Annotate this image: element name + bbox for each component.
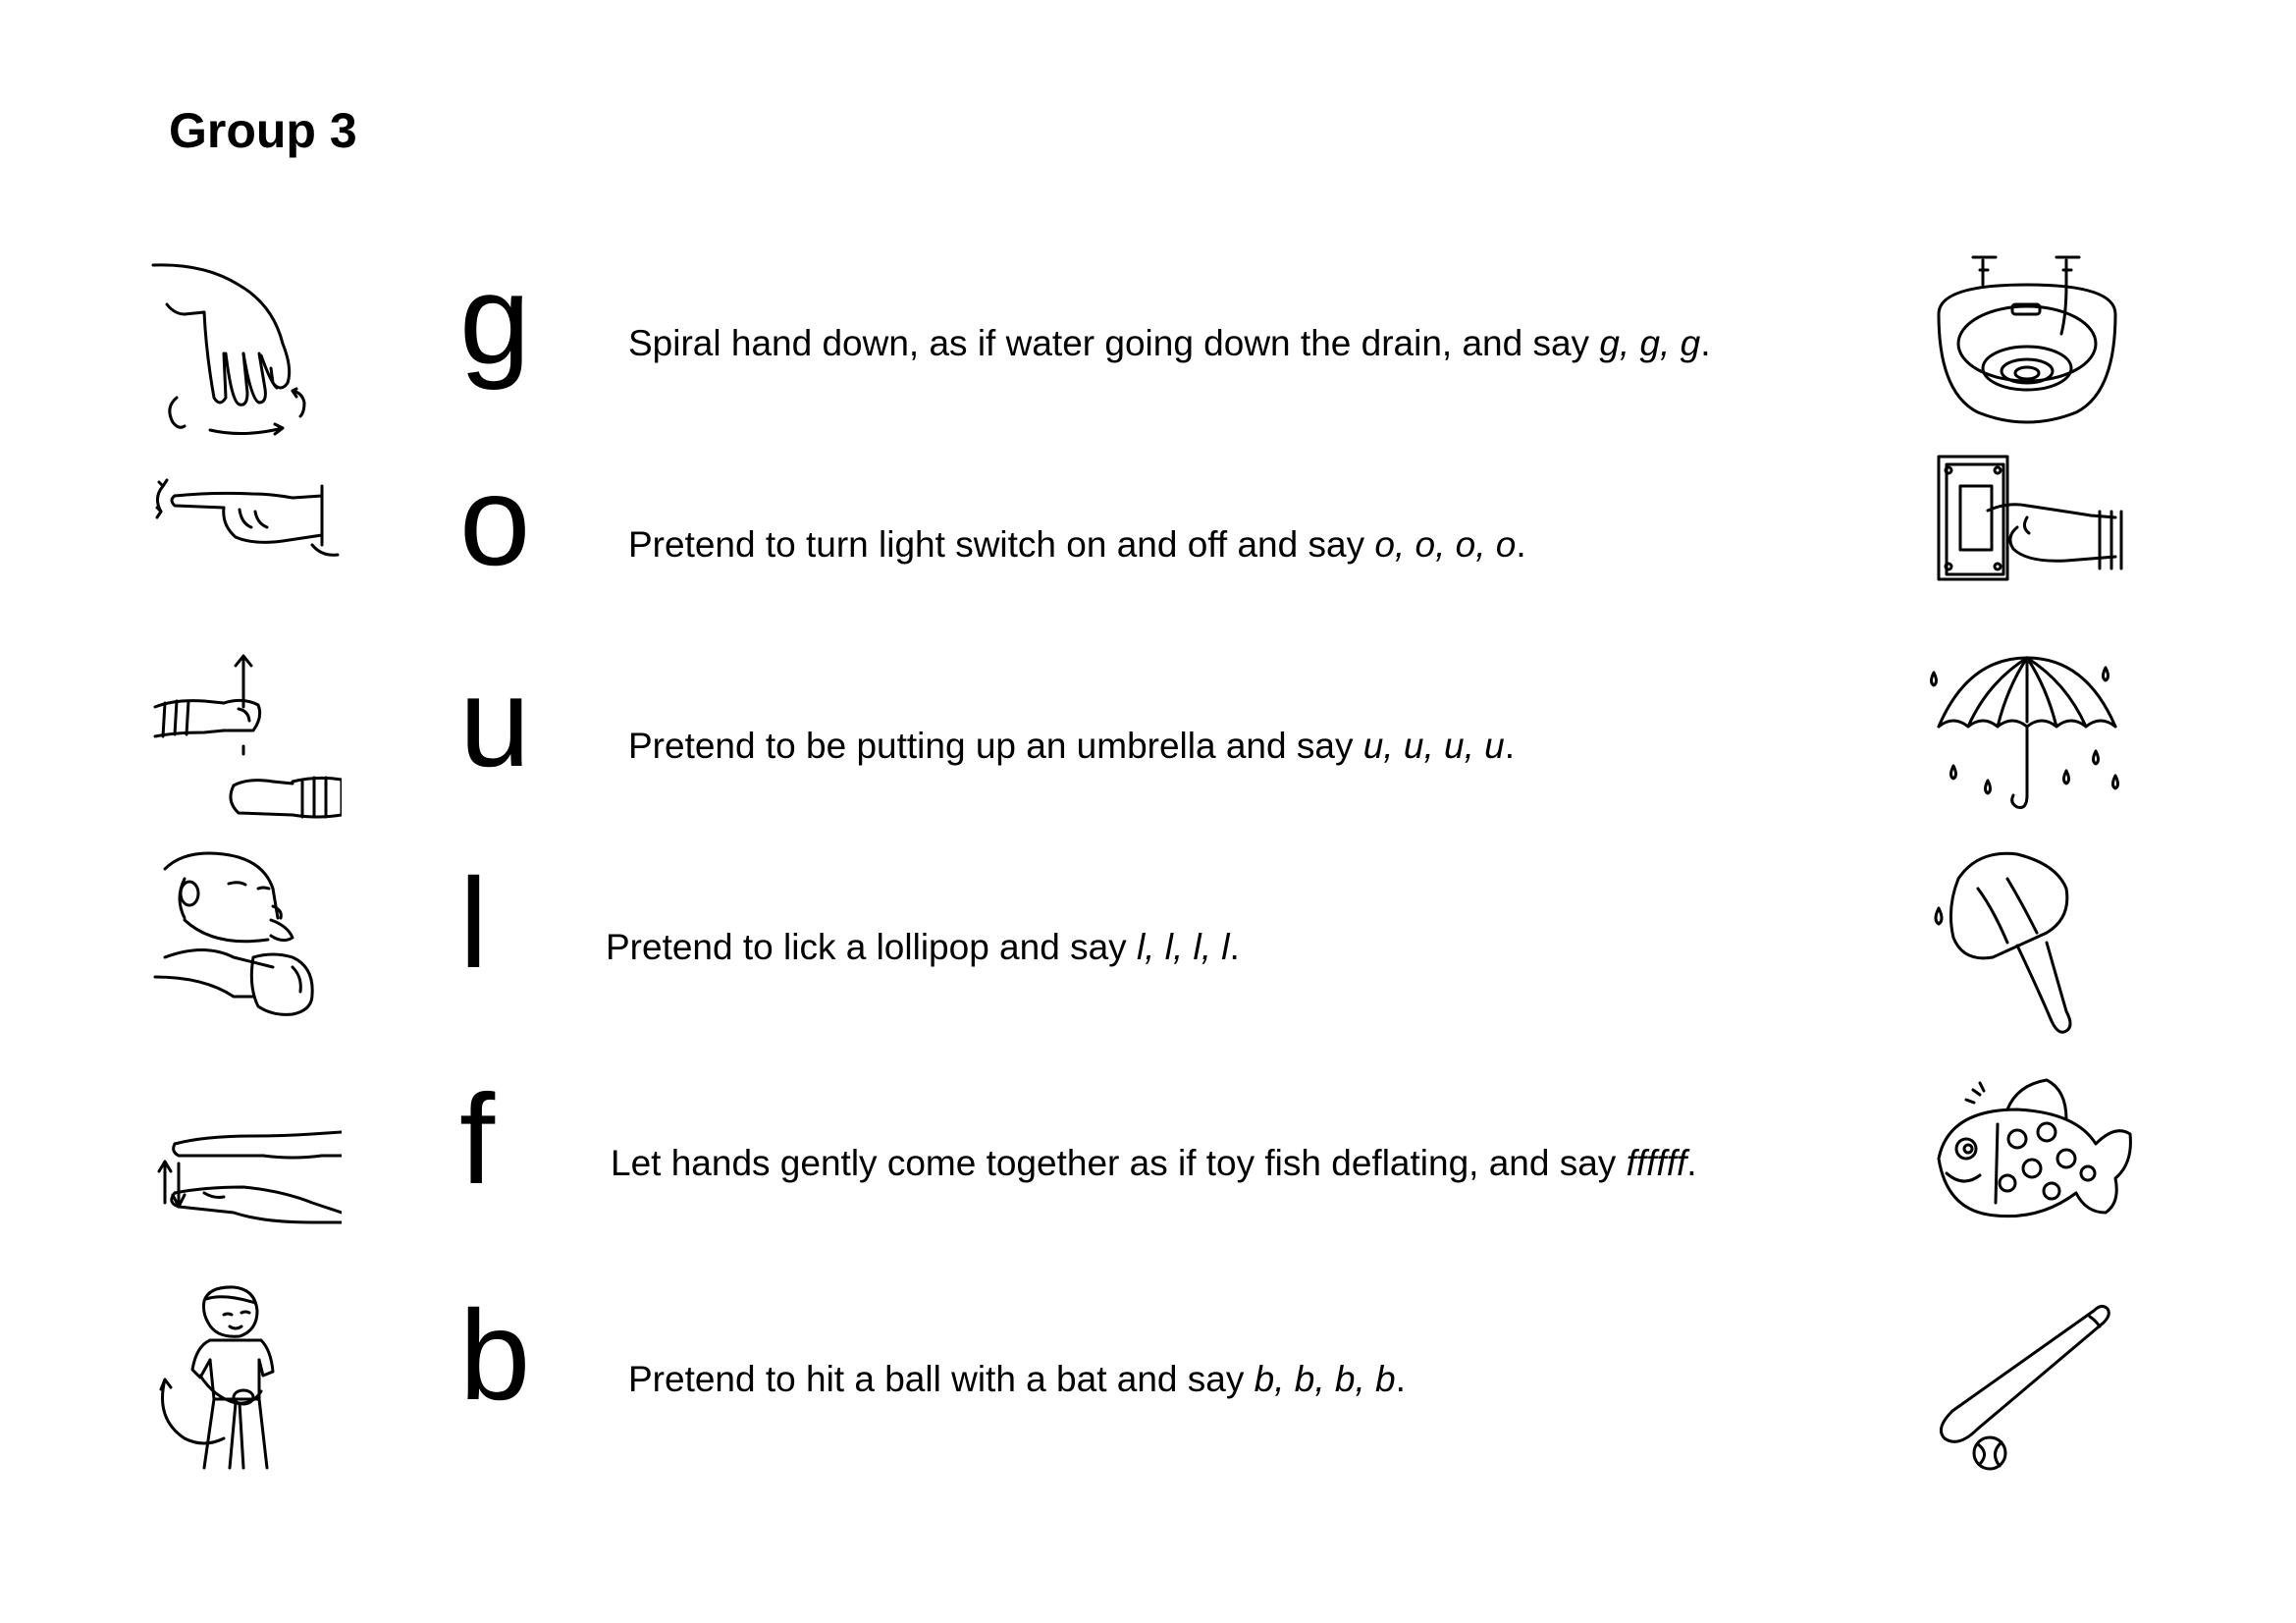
instruction-ending: . <box>1516 524 1526 565</box>
light-switch-icon <box>1919 447 2135 643</box>
letter-glyph: b <box>459 1283 531 1427</box>
instruction-phrase: Pretend to turn light switch on and off and say <box>628 524 1365 565</box>
sink-drain-icon <box>1919 245 2135 442</box>
letter-glyph: g <box>459 247 531 391</box>
letter-glyph: o <box>459 449 531 592</box>
sound-text: ffffff <box>1626 1143 1687 1183</box>
instruction-text <box>606 849 1240 1046</box>
instruction-text <box>628 245 1710 442</box>
instruction-ending: . <box>1229 927 1240 967</box>
letter-glyph: l <box>459 851 488 995</box>
instruction-ending: . <box>1686 1143 1697 1183</box>
instruction-text <box>611 1065 1697 1262</box>
finger-pointing-icon <box>145 447 342 643</box>
instruction-text <box>628 648 1515 844</box>
letter-row-f <box>0 1065 2296 1262</box>
ice-lolly-icon <box>1919 849 2135 1046</box>
sound-text: l, l, l, l <box>1136 927 1230 967</box>
hands-raising-icon <box>145 648 342 844</box>
letter-row-l <box>0 849 2296 1046</box>
letter-row-b <box>0 1281 2296 1478</box>
instruction-phrase: Let hands gently come together as if toy fish deflating, and say <box>611 1143 1617 1183</box>
sound-text: b, b, b, b <box>1254 1359 1396 1399</box>
hands-together-icon <box>145 1065 342 1262</box>
hand-spiral-icon <box>145 245 342 442</box>
instruction-phrase: Pretend to lick a lollipop and say <box>606 927 1127 967</box>
instruction-ending: . <box>1395 1359 1406 1399</box>
instruction-phrase: Pretend to hit a ball with a bat and say <box>628 1359 1245 1399</box>
letter-row-g <box>0 245 2296 442</box>
letter-row-u <box>0 648 2296 844</box>
sound-text: o, o, o, o <box>1374 524 1517 565</box>
bat-and-ball-icon <box>1919 1281 2135 1478</box>
umbrella-icon <box>1919 648 2135 844</box>
instruction-ending: . <box>1700 323 1711 363</box>
instruction-text <box>628 447 1526 643</box>
instruction-text <box>628 1281 1406 1478</box>
sound-text: g, g, g <box>1599 323 1701 363</box>
child-batting-icon <box>145 1281 342 1478</box>
child-licking-icon <box>145 849 342 1046</box>
letter-row-o <box>0 447 2296 643</box>
letter-glyph: u <box>459 650 531 793</box>
instruction-phrase: Spiral hand down, as if water going down the drain, and say <box>628 323 1590 363</box>
letter-glyph: f <box>459 1067 496 1211</box>
instruction-phrase: Pretend to be putting up an umbrella and say <box>628 726 1354 766</box>
page-title: Group 3 <box>169 103 357 158</box>
sound-text: u, u, u, u <box>1362 726 1505 766</box>
instruction-ending: . <box>1504 726 1516 766</box>
toy-fish-icon <box>1919 1065 2135 1262</box>
